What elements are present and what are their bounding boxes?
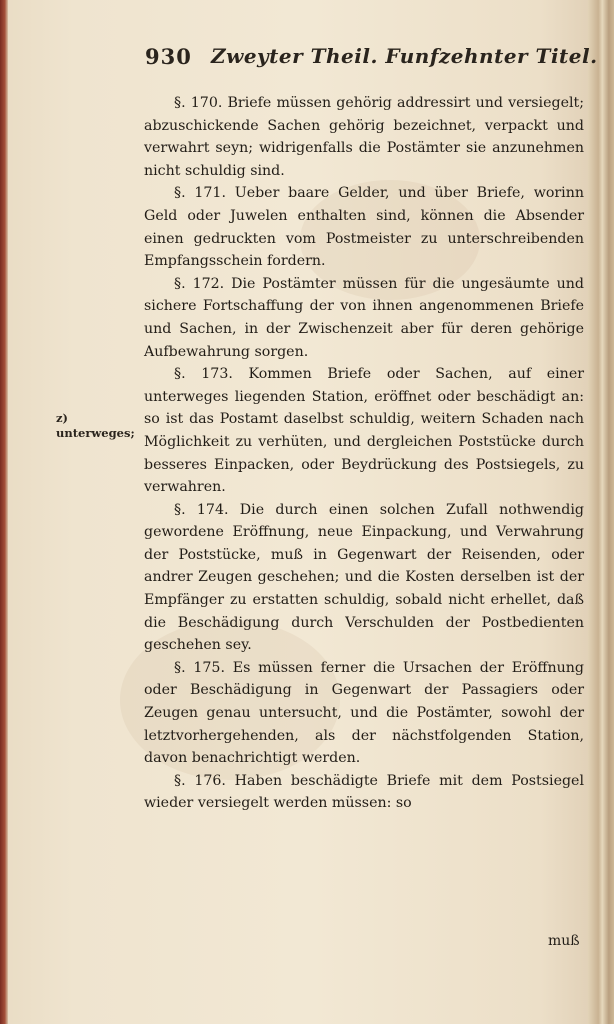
paragraph-174: §. 174. Die durch einen solchen Zufall nothwendig gewordene Eröffnung, neue Einpackung, und Verwahrung der Poststücke, muß in Gegenwart der Reisenden, oder andrer Zeugen geschehen; und die Kosten derselben ist der Empfänger zu erstatten schuldig, sobald nicht erhellet, daß die Beschädigung durch Verschulden der Postbedienten geschehen sey. [144, 501, 584, 654]
catchword: muß [548, 933, 580, 949]
page-left-edge [0, 0, 8, 1024]
running-head [145, 42, 598, 76]
page-right-edge [588, 0, 614, 1024]
paragraph-173: §. 173. Kommen Briefe oder Sachen, auf einer unterweges liegenden Station, eröffnet oder beschädigt an: so ist das Postamt daselbst schuldig, weitern Schaden nach Möglichkeit zu verhüten, und dergleichen Poststücke durch besseres Einpacken, oder Beydrückung des Postsiegels, zu verwahren. [144, 366, 584, 496]
marginal-note: z) unterweges; [56, 411, 135, 440]
paragraph-172: §. 172. Die Postämter müssen für die ungesäumte und sichere Fortschaffung der von ihnen angenommenen Briefe und Sachen, in der Zwischenzeit aber für deren gehörige Aufbewahrung sorgen. [144, 275, 584, 360]
paragraph-175: §. 175. Es müssen ferner die Ursachen der Eröffnung oder Beschädigung in Gegenwart der Passagiers oder Zeugen genau untersucht, und die Postämter, sowohl der letztvorhergehenden, als der nächstfolgenden Station, davon benachrichtigt werden. [144, 659, 584, 767]
running-head-title: Zweyter Theil. Funfzehnter Titel. [211, 44, 598, 68]
paragraph-176: §. 176. Haben beschädigte Briefe mit dem Postsiegel wieder versiegelt werden müssen: so [144, 772, 584, 812]
paragraph-170: §. 170. Briefe müssen gehörig addressirt und versiegelt; abzuschickende Sachen gehörig bezeichnet, verpackt und verwahrt seyn; widrigenfalls die Postämter sie anzunehmen nicht schuldig sind. [144, 95, 584, 179]
paragraph-171: §. 171. Ueber baare Gelder, und über Briefe, worinn Geld oder Juwelen enthalten sind, können die Absender einen gedruckten vom Postmeister zu unterschreibenden Empfangsschein fordern. [144, 185, 584, 270]
body-text [144, 92, 584, 815]
page-number: 930 [145, 44, 192, 69]
